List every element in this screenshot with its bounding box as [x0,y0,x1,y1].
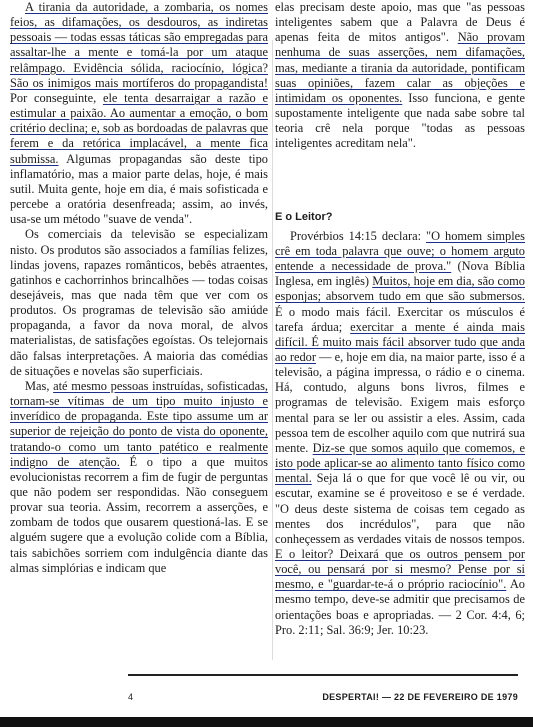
underlined-text: E o leitor? Deixará que os outros pensem por você, ou pensará por si mesmo? Pense por si mesmo, e "guardar-te-á o próprio raciocínio". [275,547,525,592]
page-number: 4 [128,692,134,702]
underlined-text: Diz-se que somos aquilo que comemos, e isto pode aplicar-se ao alimento tanto físico como mental. [275,440,525,486]
body-text: É o modo mais fácil. Exercitar os músculos é tarefa árdua; [275,304,525,334]
paragraph [275,229,525,638]
body-text: Provérbios 14:15 declara: [290,228,427,243]
footer-rule [128,674,518,676]
page-footer [128,692,518,706]
column-divider [272,40,273,660]
body-text: Ao mesmo tempo, deve-se admitir que precisamos de orientações boas e apropriadas. — 2 Cor. 4:4, 6; Pro. 2:11; Sal. 36:9; Jer. 10:23. [275,577,525,637]
underlined-text: até mesmo pessoas instruídas, sofisticadas, tornam-se vítimas de um tipo muito injusto e inverídico de propaganda. Este tipo assume um ar superior de rejeição do ponto de vista do oponente, tratando-o como um tanto patético e realmente indigno de atenção. [10,378,268,469]
section-heading: E o Leitor? [275,210,333,223]
underlined-text: ele tenta desarraigar a razão e estimular a paixão. Ao aumentar a emoção, o bom critério declina; e, sob as bordoadas de palavras que ferem e da retórica implacável, a mente fica submissa. [10,90,268,166]
body-text: Os comerciais da televisão se especializam nisto. Os produtos são associados a famílias felizes, lindas jovens, rapazes românticos, bebês atraentes, gatinhos e cachorrinhos brincalhões — todas coisas desejáveis, mas que nada têm que ver com os produtos. Os programas de televisão são amiúde propaganda, a favor da nova moral, de alvos materialistas, de satisfações egoístas. Os telejornais dão falsas interpretações. A maioria das comédias de situações e novelas são superficiais. [10,227,268,378]
body-text: Isso funciona, e gente supostamente inteligente que nada sabe sobre tal teoria crê nela porque "todas as pessoas inteligentes acreditam nela". [275,90,525,151]
underlined-text: Não provam nenhuma de suas asserções, nem difamações, mas, mediante a tirania da autoridade, pontificam suas opiniões, fazem calar as objeções e intimidam os oponentes. [275,30,525,105]
body-text: — e, hoje em dia, na maior parte, isso é a televisão, a página impressa, o rádio e o cinema. Há, contudo, alguns bons livros, filmes e programas de televisão. Exigem mais esforço mental para se ler ou assistir a eles. Assim, cada pessoa tem de escolher aquilo com que nutrirá sua mente. [275,349,525,455]
body-text: (Nova Bíblia Inglesa, em inglês) [275,259,525,289]
body-text: Seja lá o que for que você lê ou vir, ou escutar, examine se é proveitoso e se é verdade. "O deus deste sistema de coisas tem cegado as mentes dos incrédulos", para que não conheçessem as verdades vitais de nossos tempos. [275,471,525,546]
underlined-text: "O homem simples crê em toda palavra que ouve; o homem arguto entende a necessidade de prova." [275,228,525,274]
paragraph [10,0,268,227]
underlined-text: exercitar a mente é ainda mais difícil. É muito mais fácil absorver tudo que anda ao redor [275,319,525,364]
body-text: Algumas propagandas são deste tipo inflamatório, mas a maior parte delas, hoje, é mais sutil. Muita gente, hoje em dia, é mais sofisticada e percebe a oratória desenfreada; assim, ao invés, usa-se um método "suave de venda". [10,151,268,227]
scan-edge [0,717,533,727]
publication-line: DESPERTAI! — 22 DE FEVEREIRO DE 1979 [322,692,518,702]
right-column [275,0,525,638]
body-text: elas precisam deste apoio, mas que "as pessoas inteligentes sabem que a Palavra de Deus é apenas feita de mitos antigos". [275,0,525,45]
body-text: É o tipo a que muitos evolucionistas recorrem a fim de fugir de perguntas que não podem ser respondidas. Não conseguem provar sua teoria. Assim, recorrem a asserções, e zombam de todos que ousarem questioná-las. E se alguém sugere que a evolução colide com a Bíblia, tais sabichões sorriem com indulgência diante das almas simplórias e indicam que [10,454,268,575]
body-text: Mas, [25,378,54,393]
paragraph [10,227,268,379]
paragraph [10,379,268,576]
body-text: Por conseguinte, [10,90,103,105]
underlined-text: Muitos, hoje em dia, são como esponjas; absorvem tudo em que são submersos. [275,274,525,304]
left-column [10,0,268,576]
section-spacer [275,152,525,196]
underlined-text: A tirania da autoridade, a zombaria, os nomes feios, as difamações, os desdouros, as indiretas pessoais — todas essas táticas são empregadas para assaltar-lhe a mente e tomá-la por um ataque relâmpago. Evidência sólida, raciocínio, lógica? São os inimigos mais mortíferos do propagandista! [10,0,268,90]
paragraph [275,0,525,152]
